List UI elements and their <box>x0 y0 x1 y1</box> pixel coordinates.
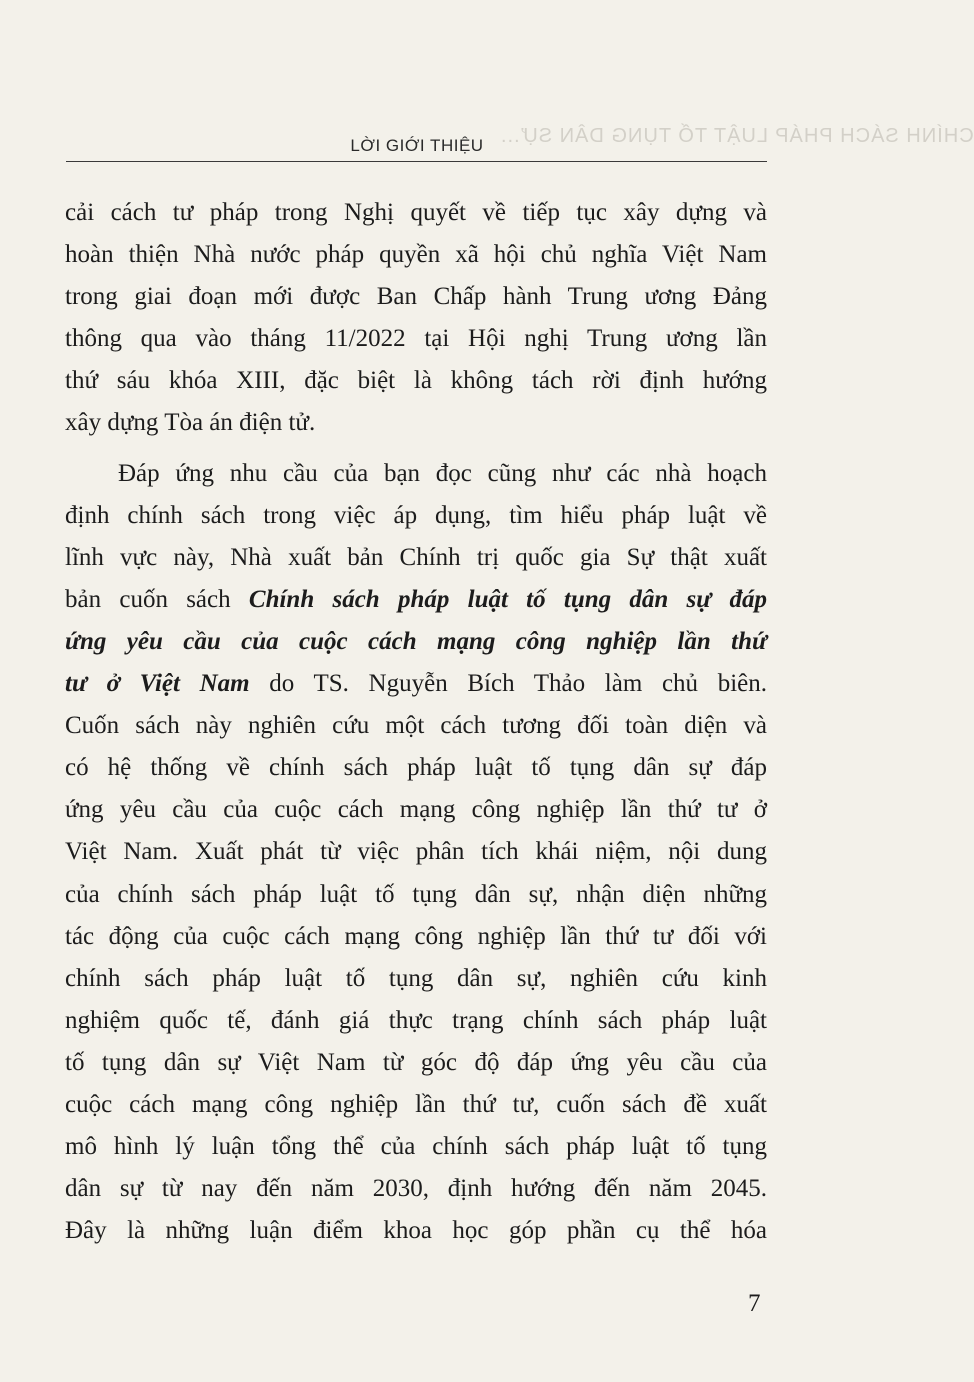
text-line <box>65 663 767 705</box>
text-line: cuộc cách mạng công nghiệp lần thứ tư, cuốn sách đề xuất <box>65 1090 767 1118</box>
book-title: tư ở Việt Nam <box>65 670 250 698</box>
text-line: ứng yêu cầu của cuộc cách mạng công nghiệp lần thứ tư ở <box>65 796 767 824</box>
header-rule <box>66 161 767 162</box>
text-segment: do TS. Nguyễn Bích Thảo làm chủ biên. <box>249 670 768 698</box>
text-line: thứ sáu khóa XIII, đặc biệt là không tách rời định hướng <box>65 367 767 395</box>
text-line <box>65 621 767 663</box>
text-segment: bản cuốn sách <box>65 585 249 613</box>
text-line: định chính sách trong việc áp dụng, tìm hiểu pháp luật về <box>65 501 767 529</box>
paragraph-2 <box>65 453 767 1253</box>
text-line: Đây là những luận điểm khoa học góp phần cụ thể hóa <box>65 1217 767 1245</box>
running-head: LỜI GIỚI THIỆU <box>350 136 484 155</box>
text-line: tố tụng dân sự Việt Nam từ góc độ đáp ứng yêu cầu của <box>65 1048 767 1076</box>
text-line <box>65 579 767 621</box>
text-line: trong giai đoạn mới được Ban Chấp hành Trung ương Đảng <box>65 283 767 311</box>
body-text <box>65 192 767 1252</box>
text-line: của chính sách pháp luật tố tụng dân sự, nhận diện những <box>65 880 767 908</box>
book-title: Chính sách pháp luật tố tụng dân sự đáp <box>248 585 767 613</box>
text-line: mô hình lý luận tổng thể của chính sách pháp luật tố tụng <box>65 1133 767 1161</box>
text-line: tác động của cuộc cách mạng công nghiệp lần thứ tư đối với <box>65 922 767 950</box>
text-line: Đáp ứng nhu cầu của bạn đọc cũng như các nhà hoạch <box>118 459 767 487</box>
text-line: dân sự từ nay đến năm 2030, định hướng đến năm 2045. <box>65 1175 767 1203</box>
text-line: lĩnh vực này, Nhà xuất bản Chính trị quốc gia Sự thật xuất <box>65 543 767 571</box>
book-title: ứng yêu cầu của cuộc cách mạng công nghiệp lần thứ <box>65 627 767 655</box>
text-line: cải cách tư pháp trong Nghị quyết về tiếp tục xây dựng và <box>65 199 767 226</box>
text-line: thông qua vào tháng 11/2022 tại Hội nghị Trung ương lần <box>65 325 767 353</box>
text-line: nghiệm quốc tế, đánh giá thực trạng chính sách pháp luật <box>65 1006 767 1034</box>
text-line: xây dựng Tòa án điện tử. <box>65 409 316 437</box>
page-number: 7 <box>748 1290 761 1317</box>
text-line: Cuốn sách này nghiên cứu một cách tương đối toàn diện và <box>65 712 767 740</box>
text-line: Việt Nam. Xuất phát từ việc phân tích khái niệm, nội dung <box>65 838 767 866</box>
bleed-through-text: CHÍNH SÁCH PHÁP LUẬT TỐ TỤNG DÂN SỰ... <box>500 125 974 147</box>
text-line: chính sách pháp luật tố tụng dân sự, nghiên cứu kinh <box>65 964 767 992</box>
text-line: hoàn thiện Nhà nước pháp quyền xã hội chủ nghĩa Việt Nam <box>65 241 767 269</box>
paragraph-1 <box>65 192 767 445</box>
text-line: có hệ thống về chính sách pháp luật tố tụng dân sự đáp <box>65 754 767 782</box>
